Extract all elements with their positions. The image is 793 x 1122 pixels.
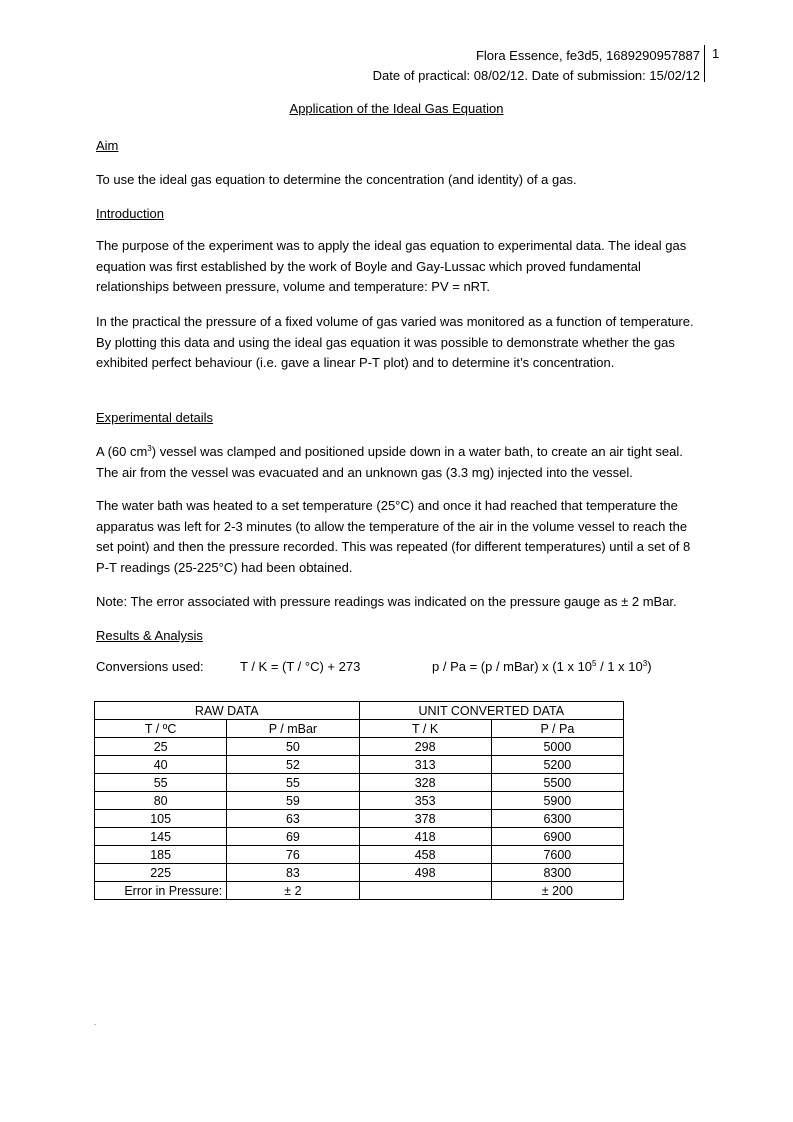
exp-p1-sup: 3 xyxy=(147,444,152,453)
table-cell: 418 xyxy=(359,828,491,846)
column-header: T / K xyxy=(359,720,491,738)
conversions-label: Conversions used: xyxy=(96,659,204,674)
table-cell: 498 xyxy=(359,864,491,882)
table-cell: 59 xyxy=(227,792,359,810)
table-cell: 145 xyxy=(95,828,227,846)
experimental-paragraph-2: The water bath was heated to a set temperature (25°C) and once it had reached that temperature the apparatus was left for 2-3 minutes (to allow the temperature of the air in the volume vessel to reach the set point) and then the pressure recorded. This was repeated (for different temperatures) until a set of 8 P-T readings (25-225°C) had been obtained. xyxy=(96,498,691,576)
introduction-paragraph-1: The purpose of the experiment was to apply the ideal gas equation to experimental data. The ideal gas equation was first established by the work of Boyle and Gay-Lussac which proved fundamental relationships between pressure, volume and temperature: PV = nRT. xyxy=(96,238,687,295)
scan-speck xyxy=(94,1024,96,1025)
table-row xyxy=(95,864,624,882)
pressure-conversion xyxy=(432,659,652,674)
pc-sup1: 5 xyxy=(592,659,597,668)
aim-heading-text: Aim xyxy=(96,138,119,153)
table-cell: 8300 xyxy=(491,864,623,882)
table-row xyxy=(95,756,624,774)
exp-p1-start: A (60 cm xyxy=(96,444,148,459)
group-header-row xyxy=(95,702,624,720)
table-cell: 378 xyxy=(359,810,491,828)
table-cell: 458 xyxy=(359,846,491,864)
empty-cell xyxy=(359,882,491,900)
table-row xyxy=(95,738,624,756)
table-cell: 5200 xyxy=(491,756,623,774)
table-cell: 83 xyxy=(227,864,359,882)
table-cell: 5000 xyxy=(491,738,623,756)
table-cell: 7600 xyxy=(491,846,623,864)
table-cell: 76 xyxy=(227,846,359,864)
table-cell: 105 xyxy=(95,810,227,828)
raw-data-header: RAW DATA xyxy=(95,702,360,720)
temperature-conversion: T / K = (T / °C) + 273 xyxy=(240,659,361,674)
error-row xyxy=(95,882,624,900)
column-header: P / Pa xyxy=(491,720,623,738)
table-cell: 225 xyxy=(95,864,227,882)
table-cell: 50 xyxy=(227,738,359,756)
introduction-paragraph-2: In the practical the pressure of a fixed volume of gas varied was monitored as a function of temperature. By plotting this data and using the ideal gas equation it was possible to demonstrate whether the gas exhibited perfect behaviour (i.e. gave a linear P-T plot) and to determine it’s concentration. xyxy=(96,314,694,371)
experimental-paragraph-1 xyxy=(96,442,696,483)
table-cell: 5900 xyxy=(491,792,623,810)
aim-heading xyxy=(96,136,696,157)
column-header: P / mBar xyxy=(227,720,359,738)
table-cell: 328 xyxy=(359,774,491,792)
error-label-cell: Error in Pressure: xyxy=(95,882,227,900)
header-divider xyxy=(704,45,705,82)
error-note: Note: The error associated with pressure readings was indicated on the pressure gauge as ± 2 mBar. xyxy=(96,594,677,609)
converted-error-cell: ± 200 xyxy=(491,882,623,900)
table-cell: 185 xyxy=(95,846,227,864)
author-line: Flora Essence, fe3d5, 1689290957887 xyxy=(475,48,700,63)
table-cell: 6900 xyxy=(491,828,623,846)
table-cell: 52 xyxy=(227,756,359,774)
table-row xyxy=(95,846,624,864)
exp-p1-end: ) vessel was clamped and positioned upside down in a water bath, to create an air tight seal. The air from the vessel was evacuated and an unknown gas (3.3 mg) injected into the vessel. xyxy=(96,444,683,480)
table-cell: 6300 xyxy=(491,810,623,828)
results-heading xyxy=(96,626,696,647)
pc-end: ) xyxy=(647,659,652,674)
aim-text: To use the ideal gas equation to determine the concentration (and identity) of a gas. xyxy=(96,172,577,187)
table-row xyxy=(95,810,624,828)
table-cell: 353 xyxy=(359,792,491,810)
experimental-heading-text: Experimental details xyxy=(96,410,214,425)
raw-error-cell: ± 2 xyxy=(227,882,359,900)
experimental-heading xyxy=(96,408,696,429)
table-cell: 55 xyxy=(227,774,359,792)
table-cell: 40 xyxy=(95,756,227,774)
pc-mid: / 1 x 10 xyxy=(596,659,643,674)
results-heading-text: Results & Analysis xyxy=(96,628,203,643)
table-row xyxy=(95,774,624,792)
table-row xyxy=(95,792,624,810)
table-cell: 298 xyxy=(359,738,491,756)
table-cell: 55 xyxy=(95,774,227,792)
column-header: T / ºC xyxy=(95,720,227,738)
introduction-heading xyxy=(96,204,696,225)
converted-data-header: UNIT CONVERTED DATA xyxy=(359,702,624,720)
table-cell: 25 xyxy=(95,738,227,756)
page-header xyxy=(373,46,700,86)
introduction-heading-text: Introduction xyxy=(96,206,164,221)
table-cell: 69 xyxy=(227,828,359,846)
document-title: Application of the Ideal Gas Equation xyxy=(289,101,504,116)
pc-start: p / Pa = (p / mBar) x (1 x 10 xyxy=(432,659,593,674)
results-table xyxy=(94,701,624,900)
page-number: 1 xyxy=(712,46,720,61)
table-cell: 80 xyxy=(95,792,227,810)
table-row xyxy=(95,828,624,846)
table-cell: 5500 xyxy=(491,774,623,792)
table-cell: 63 xyxy=(227,810,359,828)
table-cell: 313 xyxy=(359,756,491,774)
column-header-row xyxy=(95,720,624,738)
dates-line: Date of practical: 08/02/12. Date of submission: 15/02/12 xyxy=(372,68,700,83)
pc-sup2: 3 xyxy=(642,659,648,668)
